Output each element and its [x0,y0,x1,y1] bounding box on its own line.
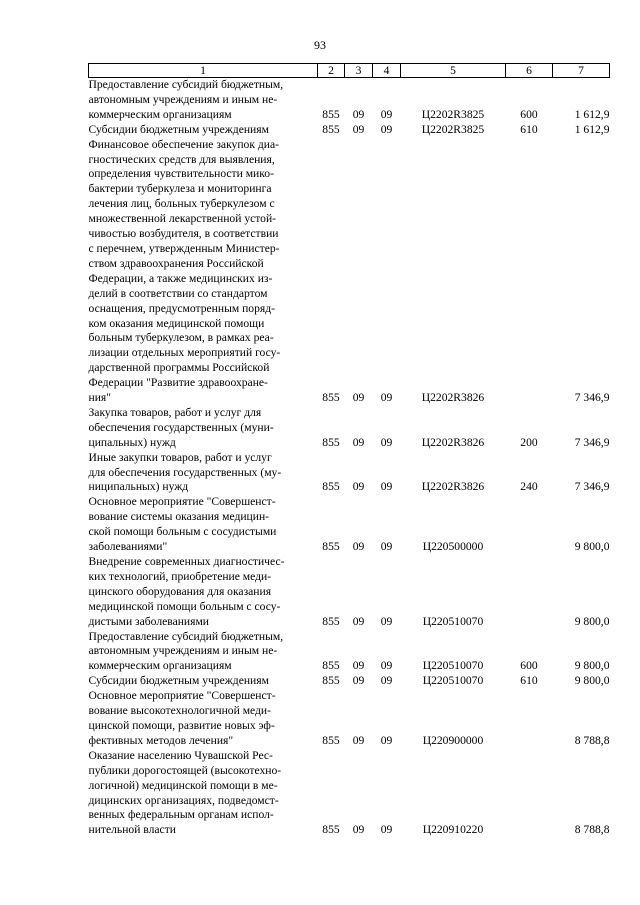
expense-type-code [506,138,553,406]
item-name-line: обеспечения государственных (муни- [88,420,274,434]
subsection-code: 09 [380,733,393,747]
item-name-line: публики дорогостоящей (высокотехно- [88,763,282,777]
table-row [89,451,610,496]
subsection-code: 09 [380,391,393,405]
item-name-line: оснащения, предусмотренным поряд- [88,301,275,315]
expense-type-code [506,749,553,838]
target-article-code: Ц2202R3825 [421,107,485,121]
table-row [89,123,610,138]
table-row [89,406,610,451]
item-name-line: цинского оборудования для оказания [88,584,272,598]
header-cell: 4 [373,64,401,78]
ministry-code: 855 [322,435,340,449]
section-code: 09 [352,107,365,121]
section-code: 09 [352,391,365,405]
item-name-line: ниципальных) нужд [88,480,189,494]
item-name-line: Федерации, а также медицинских из- [88,271,273,285]
item-name-line: Субсидии бюджетным учреждениям [88,674,269,688]
item-name [89,123,318,138]
section-code: 09 [352,823,365,837]
table-row [89,78,610,123]
item-name-line: ком оказания медицинской помощи [88,316,265,330]
target-article-code: Ц220510070 [422,674,484,688]
table-row [89,689,610,749]
item-name-line: Иные закупки товаров, работ и услуг [88,450,272,464]
item-name-line: автономным учреждениям и иным не- [88,644,278,658]
expense-type-code: 200 [520,435,538,449]
item-name-line: Федерации "Развитие здравоохране- [88,376,268,390]
header-cell: 7 [553,64,610,78]
ministry-code: 855 [322,107,340,121]
item-name-line: для обеспечения государственных (му- [88,465,282,479]
ministry-code: 855 [322,391,340,405]
amount-value: 7 346,9 [574,435,610,449]
item-name-line: ством здравоохранения Российской [88,256,264,270]
section-code: 09 [352,659,365,673]
item-name-line: коммерческим организациям [88,659,232,673]
item-name-line: Внедрение современных диагностичес- [88,555,285,568]
expense-type-code [506,495,553,555]
target-article-code: Ц2202R3825 [421,122,485,136]
item-name-line: делий в соответствии со стандартом [88,286,268,300]
item-name-line: Предоставление субсидий бюджетным, [88,629,284,643]
target-article-code: Ц220510070 [422,614,484,628]
item-name-line: лизации отдельных мероприятий госу- [88,346,281,360]
amount-value: 7 346,9 [574,480,610,494]
item-name-line: дистыми заболеваниями [88,614,209,628]
section-code: 09 [352,435,365,449]
item-name-line: Основное мероприятие "Совершенст- [88,495,276,509]
item-name-line: ния" [88,391,111,405]
expense-type-code: 600 [520,107,538,121]
item-name-line: медицинской помощи больным с сосу- [88,599,281,613]
item-name-line: Субсидии бюджетным учреждениям [88,122,269,136]
subsection-code: 09 [380,614,393,628]
section-code: 09 [352,614,365,628]
item-name-line: определения чувствительности мико- [88,167,274,181]
ministry-code: 855 [322,674,340,688]
section-code: 09 [352,480,365,494]
item-name-line: лечения лиц, больных туберкулезом с [88,197,275,211]
expense-type-code: 610 [520,674,538,688]
amount-value: 8 788,8 [574,733,610,747]
table-body [89,78,610,839]
amount-value: 8 788,8 [574,823,610,837]
target-article-code: Ц220500000 [422,540,484,554]
ministry-code: 855 [322,823,340,837]
page-number: 93 [314,38,326,52]
item-name-line: Предоставление субсидий бюджетным, [88,78,284,91]
target-article-code: Ц2202R3826 [421,480,485,494]
amount-value: 9 800,0 [574,659,610,673]
item-name-line: Основное мероприятие "Совершенст- [88,689,276,703]
ministry-code: 855 [322,540,340,554]
item-name-line: Закупка товаров, работ и услуг для [88,405,262,419]
item-name-line: больным туберкулезом, в рамках реа- [88,331,274,345]
item-name [89,674,318,689]
item-name-line: логичной) медицинской помощи в ме- [88,778,278,792]
expense-type-code: 600 [520,659,538,673]
subsection-code: 09 [380,823,393,837]
item-name [89,555,318,630]
amount-value: 9 800,0 [574,614,610,628]
target-article-code: Ц220910220 [422,823,484,837]
item-name-line: венных федеральным органам испол- [88,808,274,822]
item-name-line: множественной лекарственной устой- [88,212,277,226]
item-name-line: заболеваниями" [88,540,168,554]
table-row [89,138,610,406]
expense-type-code: 610 [520,122,538,136]
subsection-code: 09 [380,480,393,494]
item-name-line: гностических средств для выявления, [88,152,275,166]
section-code: 09 [352,674,365,688]
item-name [89,495,318,555]
header-cell: 1 [89,64,318,78]
amount-value: 9 800,0 [574,674,610,688]
subsection-code: 09 [380,674,393,688]
header-cell: 6 [506,64,553,78]
item-name-line: бактерии туберкулеза и мониторинга [88,182,272,196]
table-row [89,749,610,838]
table-row [89,630,610,675]
item-name-line: цинской помощи, развитие новых эф- [88,718,275,732]
header-cell: 3 [345,64,373,78]
item-name [89,78,318,123]
ministry-code: 855 [322,614,340,628]
ministry-code: 855 [322,659,340,673]
item-name-line: чивостью возбудителя, в соответствии [88,227,279,241]
item-name [89,406,318,451]
amount-value: 7 346,9 [574,391,610,405]
item-name [89,689,318,749]
expense-type-code: 240 [520,480,538,494]
item-name-line: ципальных) нужд [88,435,176,449]
ministry-code: 855 [322,733,340,747]
item-name-line: ких технологий, приобретение меди- [88,569,272,583]
ministry-code: 855 [322,480,340,494]
expense-type-code [506,689,553,749]
header-cell: 2 [318,64,345,78]
item-name-line: дарственной программы Российской [88,361,270,375]
amount-value: 9 800,0 [574,540,610,554]
item-name-line: Оказание населению Чувашской Рес- [88,748,273,762]
section-code: 09 [352,122,365,136]
table-row [89,495,610,555]
ministry-code: 855 [322,122,340,136]
budget-table [88,63,610,838]
item-name-line: вование системы оказания медицин- [88,510,270,524]
item-name-line: автономным учреждениям и иным не- [88,92,278,106]
item-name-line: фективных методов лечения" [88,733,234,747]
item-name [89,630,318,675]
target-article-code: Ц220900000 [422,733,484,747]
item-name-line: Финансовое обеспечение закупок диа- [88,137,279,151]
item-name-line: коммерческим организациям [88,107,232,121]
item-name [89,749,318,838]
section-code: 09 [352,733,365,747]
expense-type-code [506,555,553,630]
section-code: 09 [352,540,365,554]
header-cell: 5 [401,64,506,78]
target-article-code: Ц220510070 [422,659,484,673]
amount-value: 1 612,9 [574,122,610,136]
item-name [89,451,318,496]
item-name-line: ской помощи больным с сосудистыми [88,525,277,539]
subsection-code: 09 [380,122,393,136]
item-name-line: вование высокотехнологичной меди- [88,704,271,718]
target-article-code: Ц2202R3826 [421,435,485,449]
item-name [89,138,318,406]
item-name-line: с перечнем, утвержденным Министер- [88,241,280,255]
amount-value: 1 612,9 [574,107,610,121]
header-row [89,64,610,78]
subsection-code: 09 [380,659,393,673]
table-row [89,555,610,630]
table-row [89,674,610,689]
subsection-code: 09 [380,540,393,554]
subsection-code: 09 [380,107,393,121]
subsection-code: 09 [380,435,393,449]
target-article-code: Ц2202R3826 [421,391,485,405]
item-name-line: нительной власти [88,823,176,837]
item-name-line: дицинских организациях, подведомст- [88,793,279,807]
